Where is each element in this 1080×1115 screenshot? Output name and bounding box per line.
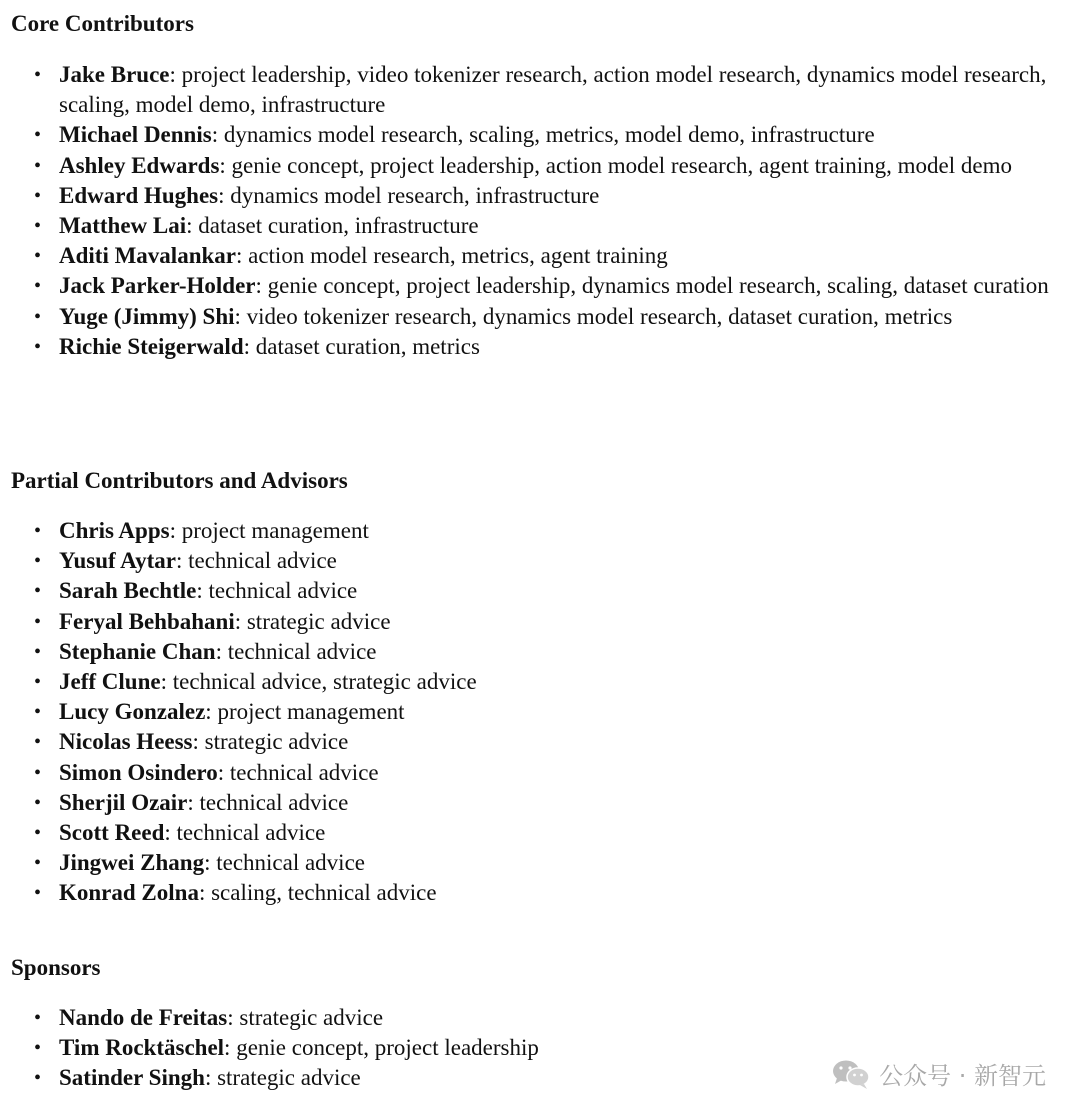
- separator: :: [211, 122, 224, 148]
- contributor-roles: video tokenizer research, dynamics model research, dataset curation, metrics: [246, 303, 953, 329]
- list-item: [0, 181, 1080, 211]
- separator: :: [234, 608, 247, 634]
- list-item: [0, 848, 1080, 878]
- contributor-roles: action model research, metrics, agent training: [248, 243, 668, 269]
- separator: :: [204, 1065, 218, 1091]
- separator: :: [235, 243, 249, 269]
- list-item: [0, 667, 1080, 697]
- contributor-name: Ashley Edwards: [59, 152, 220, 178]
- contributor-roles: technical advice: [208, 578, 358, 604]
- partial-contributors-heading: Partial Contributors and Advisors: [11, 468, 348, 493]
- contributor-name: Simon Osindero: [59, 759, 218, 785]
- bullet-icon: •: [34, 1067, 42, 1090]
- list-item: [0, 727, 1080, 757]
- separator: :: [227, 1005, 240, 1030]
- list-item: [0, 241, 1080, 271]
- bullet-icon: •: [34, 791, 42, 814]
- separator: :: [169, 62, 182, 87]
- separator: :: [198, 880, 212, 906]
- contributor-roles: project management: [181, 518, 369, 543]
- bullet-icon: •: [34, 640, 42, 663]
- bullet-icon: •: [34, 184, 42, 207]
- contributor-name: Tim Rocktäschel: [59, 1035, 225, 1061]
- separator: :: [205, 699, 218, 725]
- contributor-roles: genie concept, project leadership, dynamics model research, scaling, dataset curation: [267, 273, 1049, 299]
- contributor-name: Jeff Clune: [59, 669, 161, 695]
- separator: :: [192, 729, 205, 755]
- list-item: [0, 637, 1080, 667]
- contributor-roles: strategic advice: [246, 608, 391, 634]
- separator: :: [218, 182, 231, 208]
- bullet-icon: •: [34, 822, 42, 845]
- list-item: [0, 151, 1080, 181]
- separator: :: [219, 152, 232, 178]
- contributor-roles: strategic advice: [217, 1065, 361, 1091]
- contributor-name: Feryal Behbahani: [59, 608, 235, 634]
- separator: :: [196, 578, 209, 604]
- contributor-name: Satinder Singh: [59, 1065, 205, 1091]
- separator: :: [204, 850, 217, 876]
- list-item: [0, 576, 1080, 606]
- separator: :: [243, 333, 256, 359]
- bullet-icon: •: [34, 64, 42, 86]
- list-item: [0, 697, 1080, 727]
- bullet-icon: •: [34, 731, 42, 754]
- contributor-name: Yusuf Aytar: [59, 548, 176, 574]
- list-item: [0, 516, 1080, 546]
- separator: :: [215, 638, 228, 664]
- list-item: [0, 607, 1080, 637]
- bullet-icon: •: [34, 154, 42, 177]
- contributor-roles: dataset curation, metrics: [255, 333, 480, 359]
- bullet-icon: •: [34, 580, 42, 603]
- contributor-name: Yuge (Jimmy) Shi: [59, 303, 235, 329]
- contributor-roles: technical advice: [227, 638, 377, 664]
- list-item: [0, 758, 1080, 788]
- bullet-icon: •: [34, 701, 42, 724]
- bullet-icon: •: [34, 1007, 42, 1029]
- contributor-name: Jingwei Zhang: [59, 850, 205, 876]
- bullet-icon: •: [34, 335, 42, 358]
- sponsors-heading: Sponsors: [11, 955, 101, 980]
- list-item: [0, 878, 1080, 908]
- bullet-icon: •: [34, 882, 42, 905]
- bullet-icon: •: [34, 124, 42, 147]
- watermark: [831, 1056, 1046, 1091]
- list-item: [0, 302, 1080, 332]
- contributor-roles: project management: [217, 699, 405, 725]
- partial-contributors-list: [0, 516, 1080, 909]
- contributor-name: Lucy Gonzalez: [59, 699, 206, 725]
- list-item: [0, 546, 1080, 576]
- bullet-icon: •: [34, 520, 42, 542]
- bullet-icon: •: [34, 550, 42, 573]
- separator: :: [164, 820, 177, 846]
- contributor-name: Aditi Mavalankar: [59, 243, 236, 269]
- contributor-roles: project leadership, video tokenizer research, action model research, dynamics model research, scaling, model demo, infrastructure: [59, 62, 1047, 118]
- contributor-name: Sarah Bechtle: [59, 578, 197, 604]
- bullet-icon: •: [34, 215, 42, 238]
- core-contributors-heading: Core Contributors: [11, 11, 194, 36]
- contributor-name: Edward Hughes: [59, 182, 219, 208]
- separator: :: [186, 213, 199, 239]
- contributor-name: Chris Apps: [59, 518, 170, 543]
- list-item: [0, 1003, 1080, 1033]
- contributor-name: Jack Parker-Holder: [59, 273, 256, 299]
- list-item: [0, 818, 1080, 848]
- separator: :: [217, 759, 230, 785]
- separator: :: [255, 273, 268, 299]
- contributor-roles: dataset curation, infrastructure: [198, 213, 479, 239]
- separator: :: [224, 1035, 237, 1061]
- contributor-roles: scaling, technical advice: [211, 880, 437, 906]
- core-contributors-list: [0, 60, 1080, 362]
- contributor-roles: technical advice: [176, 820, 326, 846]
- contributor-roles: technical advice, strategic advice: [172, 669, 477, 695]
- list-item: [0, 332, 1080, 362]
- bullet-icon: •: [34, 671, 42, 694]
- separator: :: [169, 518, 182, 543]
- separator: :: [187, 789, 200, 815]
- contributor-name: Jake Bruce: [59, 62, 170, 87]
- separator: :: [175, 548, 189, 574]
- list-item: [0, 120, 1080, 150]
- contributor-name: Konrad Zolna: [59, 880, 199, 906]
- bullet-icon: •: [34, 275, 42, 298]
- contributor-roles: strategic advice: [204, 729, 349, 755]
- bullet-icon: •: [34, 245, 42, 268]
- wechat-icon: [831, 1058, 871, 1090]
- contributor-name: Nando de Freitas: [59, 1005, 228, 1030]
- contributor-roles: dynamics model research, infrastructure: [230, 182, 600, 208]
- contributor-name: Michael Dennis: [59, 122, 212, 148]
- contributor-name: Sherjil Ozair: [59, 789, 188, 815]
- list-item: [0, 60, 1080, 120]
- contributor-name: Scott Reed: [59, 820, 165, 846]
- contributor-roles: technical advice: [216, 850, 365, 876]
- list-item: [0, 788, 1080, 818]
- contributor-roles: technical advice: [229, 759, 379, 785]
- list-item: [0, 271, 1080, 301]
- watermark-text: 公众号 · 新智元: [879, 1062, 1046, 1090]
- bullet-icon: •: [34, 852, 42, 875]
- separator: :: [160, 669, 173, 695]
- contributor-roles: strategic advice: [239, 1005, 384, 1030]
- contributor-name: Richie Steigerwald: [59, 333, 244, 359]
- contributor-name: Matthew Lai: [59, 213, 187, 239]
- bullet-icon: •: [34, 305, 42, 328]
- bullet-icon: •: [34, 1037, 42, 1060]
- separator: :: [234, 303, 247, 329]
- contributor-roles: genie concept, project leadership, action model research, agent training, model demo: [231, 152, 1012, 178]
- contributor-roles: dynamics model research, scaling, metrics, model demo, infrastructure: [223, 122, 875, 148]
- contributor-roles: genie concept, project leadership: [236, 1035, 539, 1061]
- list-item: [0, 211, 1080, 241]
- contributor-roles: technical advice: [188, 548, 337, 574]
- contributor-roles: technical advice: [199, 789, 349, 815]
- contributor-name: Stephanie Chan: [59, 638, 216, 664]
- bullet-icon: •: [34, 610, 42, 633]
- bullet-icon: •: [34, 761, 42, 784]
- contributor-name: Nicolas Heess: [59, 729, 193, 755]
